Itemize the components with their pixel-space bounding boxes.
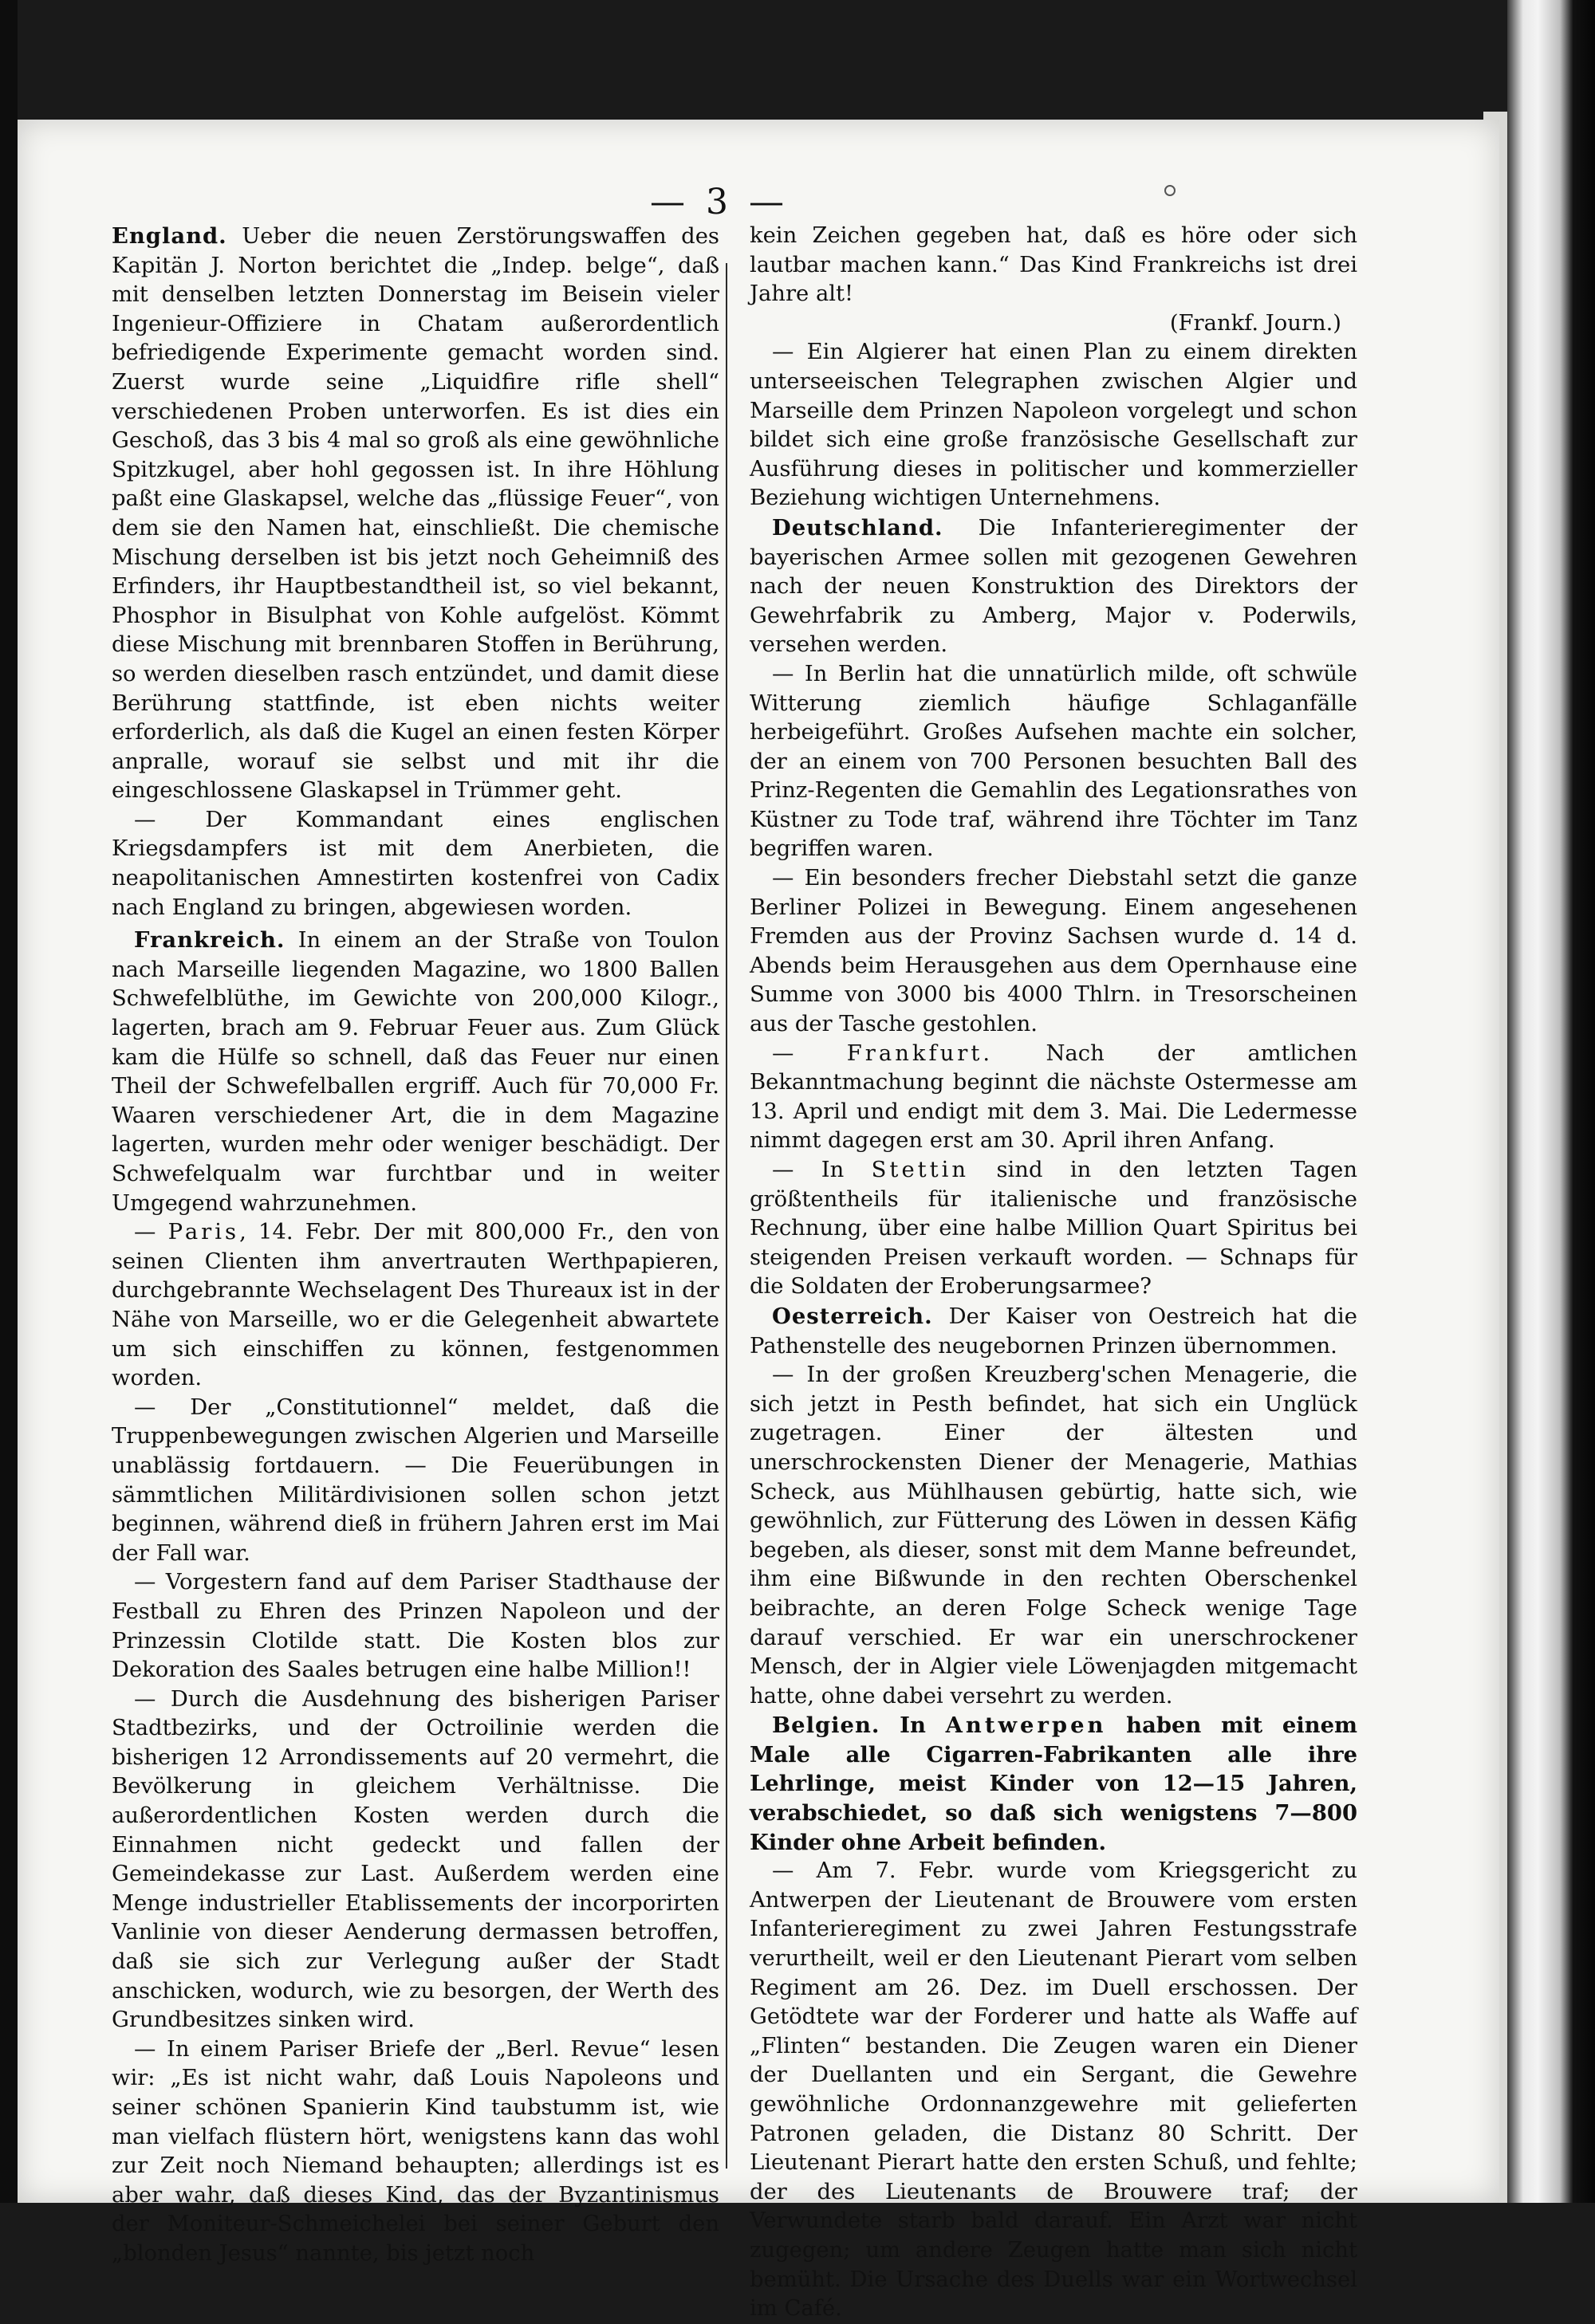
article-berl-revue: — In einem Pariser Briefe der „Berl. Revue“ lesen wir: „Es ist nicht wahr, daß Louis Napoleons und seiner schönen Spanierin Kind taubstumm ist, wie man vielfach flüstern hört, wenigstens kann das wohl zur Zeit noch Niemand behaupten; allerdings ist es aber wahr, daß dieses Kind, das der Byzantinismus der Moniteur-Schmeichelei bei seiner Geburt den „blonden Jesus“ nannte, bis jetzt noch [112,2036,719,2266]
scan-edge-right [1507,0,1595,2203]
article-belgien-pre: In [900,1713,946,1739]
heading-england: England. [112,223,227,249]
article-frankreich [112,926,719,1218]
scan-edge-left [0,0,18,2203]
dateline-antwerpen: Antwerpen [945,1713,1107,1739]
article-oesterreich [750,1302,1357,1361]
article-festball: — Vorgestern fand auf dem Pariser Stadthause der Festball zu Ehren des Prinzen Napoleon und der Prinzessin Clotilde statt. Die Kosten blos zur Dekoration des Saales betrugen eine halbe Million!! [112,1570,719,1683]
article-berlin-1: — In Berlin hat die unnatürlich milde, oft schwüle Witterung ziemlich häufige Schlaganfälle herbeigeführt. Großes Aufsehen machte ein solcher, der an einem von 700 Personen besuchten Ball des Prinz-Regenten die Gemahlin des Legationsrathes von Küstner zu Tode traf, während ihre Töchter im Tanz begriffen waren. [750,661,1357,862]
article-england-text: Ueber die neuen Zerstörungswaffen des Kapitän J. Norton berichtet die „Indep. belge“, daß mit denselben letzten Donnerstag im Beisein vieler Ingenieur-Offiziere in Chatam außerordentlich befriedigende Experimente gemacht worden sind. Zuerst wurde seine „Liquidfire rifle shell“ verschiedenen Proben unterworfen. Es ist dies ein Geschoß, das 3 bis 4 mal so groß als eine gewöhnliche Spitzkugel, aber hohl gegossen ist. In ihre Höhlung paßt eine Glaskapsel, welche das „flüssige Feuer“, von dem sie den Namen hat, einschließt. Die chemische Mischung derselben ist bis jetzt noch Geheimniß des Erfinders, ihr Hauptbestandtheil ist, so viel bekannt, Phosphor in Bisulphat von Kohle aufgelöst. Kömmt diese Mischung mit brennbaren Stoffen in Berührung, so werden dieselben rasch entzündet, und damit diese Berührung stattfinde, ist eben nichts weiter erforderlich, als daß die Kugel an einen festen Körper anpralle, worauf sie selbst und mit ihr die eingeschlossene Glaskapsel in Trümmer geht. [112,224,719,804]
article-frankreich-text: In einem an der Straße von Toulon nach Marseille liegenden Magazine, wo 1800 Ballen Schwefelblüthe, im Gewichte von 200,000 Kilogr., lagerten, brach am 9. Februar Feuer aus. Zum Glück kam die Hülfe so schnell, daß das Feuer nur einen Theil der Schwefelballen ergriff. Auch für 70,000 Fr. Waaren verschiedener Art, die in dem Magazine lagerten, wurden mehr oder weniger beschädigt. Der Schwefelqualm war furchtbar und in weiter Umgegend wahrzunehmen. [112,928,719,1216]
article-menagerie: — In der großen Kreuzberg'schen Menagerie, die sich jetzt in Pesth befindet, hat sich ein Unglück zugetragen. Einer der ältesten und unerschrockensten Diener der Menagerie, Mathias Scheck, aus Mühlhausen gebürtig, hatte sich, wie gewöhnlich, zur Fütterung des Löwen in dessen Käfig begeben, als dieser, sonst mit dem Manne befreundet, ihm eine Bißwunde in den rechten Oberschenkel beibrachte, an deren Folge Scheck wenige Tage darauf verschied. Er war ein unerschrockener Mensch, der in Algier viele Löwenjagden mitgemacht hatte, ohne dabei versehrt zu werden. [750,1363,1357,1709]
dateline-paris: Paris [167,1220,240,1245]
article-stettin-text: sind in den letzten Tagen größtentheils für italienische und französische Rechnung, über eine halbe Million Quart Spiritus bei steigenden Preisen verkauft worden. — Schnaps für die Soldaten der Eroberungsarmee? [750,1158,1358,1300]
article-berlin-2: — Ein besonders frecher Diebstahl setzt die ganze Berliner Polizei in Bewegung. Einem angesehenen Fremden aus der Provinz Sachsen wurde d. 14 d. Abends beim Herausgehen aus dem Opernhause eine Summe von 3000 bis 4000 Thlrn. in Tresorscheinen aus der Tasche gestohlen. [750,866,1357,1037]
article-continuation: kein Zeichen gegeben hat, daß es höre oder sich lautbar machen kann.“ Das Kind Frankreichs ist drei Jahre alt! [750,223,1357,307]
article-england-2: — Der Kommandant eines englischen Kriegsdampfers ist mit dem Anerbieten, die neapolitanischen Amnestirten kostenfrei von Cadix nach England zu bringen, abgewiesen worden. [112,807,719,920]
article-frankfurt: — Frankfurt. Nach der amtlichen Bekanntmachung beginnt die nächste Ostermesse am 13. April und endigt mit dem 3. Mai. Die Ledermesse nimmt dagegen erst am 30. April ihren Anfang. [750,1040,1357,1154]
newspaper-page [18,120,1499,2322]
heading-frankreich: Frankreich. [134,927,286,954]
right-column [750,222,1357,2324]
article-belgien [750,1711,1357,1857]
dateline-stettin: Stettin [871,1158,970,1182]
article-deutschland [750,513,1357,660]
article-deutschland-text: Die Infanterieregimenter der bayerischen Armee sollen mit gezogenen Gewehren nach der neuen Konstruktion des Direktors der Gewehrfabrik zu Amberg, Major v. Poderwils, versehen werden. [750,515,1357,658]
article-stettin [750,1156,1357,1302]
article-constitutionnel: — Der „Constitutionnel“ meldet, daß die Truppenbewegungen zwischen Algerien und Marseille unablässig fortdauern. — Die Feuerübungen in sämmtlichen Militärdivisionen sollen schon jetzt beginnen, während dieß in frühern Jahren erst im Mai der Fall war. [112,1394,719,1566]
page-number: — 3 — [650,182,789,222]
article-oesterreich-text: Der Kaiser von Oestreich hat die Pathenstelle des neugebornen Prinzen übernommen. [750,1304,1357,1359]
article-belgien-text: haben mit einem Male alle Cigarren-Fabrikanten alle ihre Lehrlinge, meist Kinder von 12—15 Jahren, verabschiedet, so daß sich wenigstens 7—800 Kinder ohne Arbeit befinden. [750,1713,1357,1855]
article-england [112,222,719,806]
page-dot [1164,185,1176,196]
article-arrondissements: — Durch die Ausdehnung des bisherigen Pariser Stadtbezirks, und der Octroilinie werden die bisherigen 12 Arrondissements auf 20 vermehrt, die Bevölkerung in gleichem Verhältnisse. Die außerordentlichen Kosten werden durch die Einnahmen nicht gedeckt und fallen der Gemeindekasse zur Last. Außerdem werden eine Menge industrieller Etablissements der incorporirten Vanlinie von dieser Aenderung dermassen betroffen, daß sie sich zur Verlegung außer der Stadt anschicken, wodurch, wie zu besorgen, der Werth des Grundbesitzes sinken wird. [112,1686,719,2033]
article-frankfurt-text: Nach der amtlichen Bekanntmachung beginnt die nächste Ostermesse am 13. April und endigt mit dem 3. Mai. Die Ledermesse nimmt dagegen erst am 30. April ihren Anfang. [750,1040,1357,1154]
heading-belgien: Belgien. [772,1713,880,1739]
left-column [112,222,719,2269]
dateline-frankfurt: Frankfurt. [846,1040,994,1066]
article-paris: — Paris, 14. Febr. Der mit 800,000 Fr., den von seinen Clienten ihm anvertrauten Werthpapieren, durchgebrannte Wechselagent Des Thureaux ist in der Nähe von Marseille, wo er die Gelegenheit abwartete um sich einschiffen zu können, festgenommen worden. [112,1220,719,1391]
heading-deutschland: Deutschland. [772,514,943,541]
article-paris-text: , 14. Febr. Der mit 800,000 Fr., den von seinen Clienten ihm anvertrauten Werthpapieren, durchgebrannte Wechselagent Des Thureaux ist in der Nähe von Marseille, wo er die Gelegenheit abwartete um sich einschiffen zu können, festgenommen worden. [112,1220,719,1391]
column-rule [726,263,727,2169]
source-frankf-journ: (Frankf. Journ.) [1169,310,1341,336]
article-duell: — Am 7. Febr. wurde vom Kriegsgericht zu Antwerpen der Lieutenant de Brouwere vom ersten Infanterieregiment zu zwei Jahren Festungsstrafe verurtheilt, weil er den Lieutenant Pierart vom selben Regiment am 26. Dez. im Duell erschossen. Der Getödtete war der Forderer und hatte als Waffe auf „Flinten“ bestanden. Die Zeugen waren ein Diener der Duellanten und ein Sergant, die Gewehre gewöhnliche Ordonnanzgewehre mit gelieferten Patronen geladen, die Distanz 80 Schritt. Der Lieutenant Pierart hatte den ersten Schuß, und fehlte; der des Lieutenants de Brouwere traf; der Verwundete starb bald darauf. Ein Arzt war nicht zugegen; um andere Zeugen hatte man sich nicht bemüht. Die Ursache des Duells war ein Wortwechsel im Café. [750,1858,1357,2322]
article-stettin-pre: — In [772,1158,872,1182]
heading-oesterreich: Oesterreich. [772,1303,933,1329]
article-algierer: — Ein Algierer hat einen Plan zu einem direkten unterseeischen Telegraphen zwischen Algier und Marseille dem Prinzen Napoleon vorgelegt und schon bildet sich eine große französische Gesellschaft zur Ausführung dieses in politischer und kommerzieller Beziehung wichtigen Unternehmens. [750,340,1357,511]
